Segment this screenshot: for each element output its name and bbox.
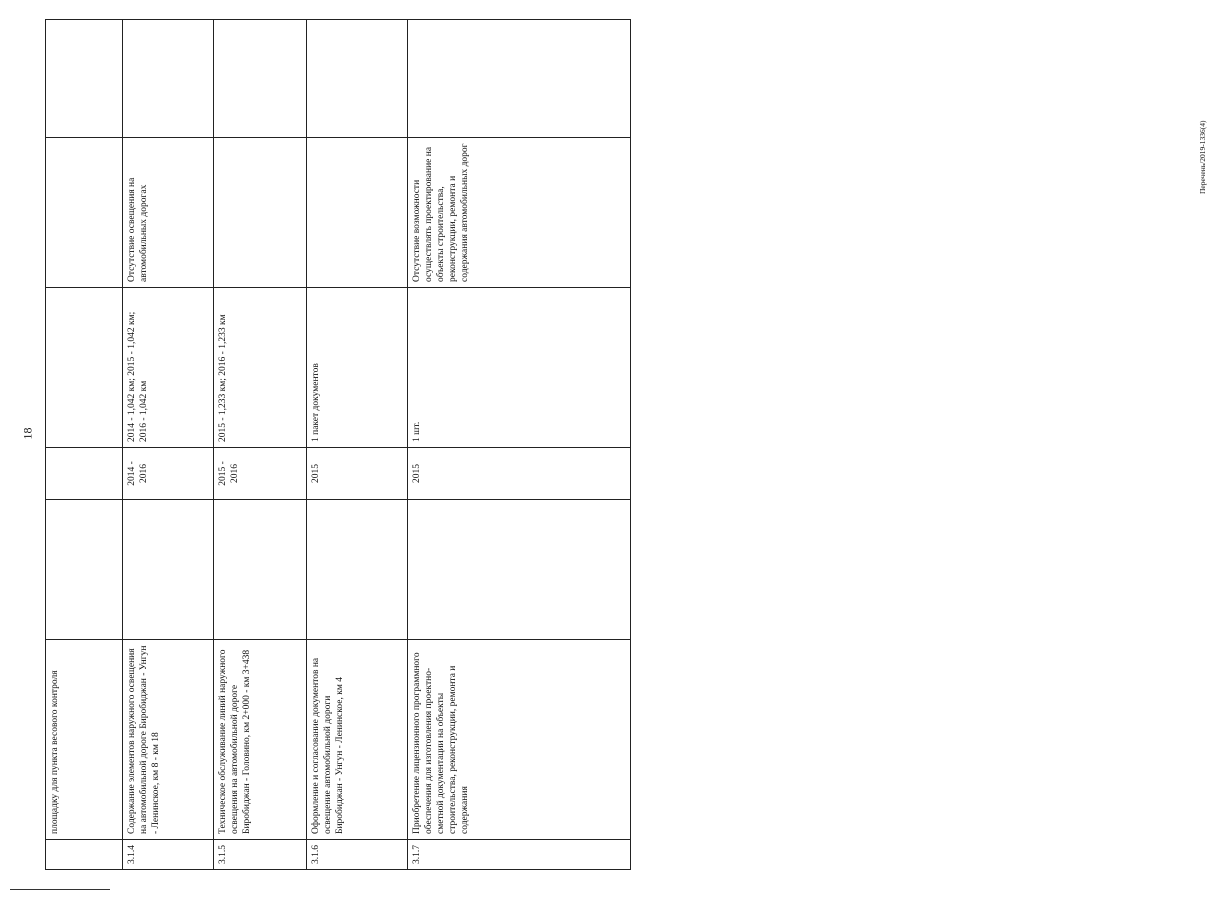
row-number <box>46 840 123 870</box>
extra-cell <box>214 20 307 138</box>
problem-cell <box>46 138 123 288</box>
measure-name: Содержание элементов наружного освещения на автомобильной дороге Биробиджан - Унгун - Ленинское, км 8 - км 18 <box>123 640 214 840</box>
table-row <box>46 20 123 870</box>
indicator-cell: 2015 - 1,233 км; 2016 - 1,233 км <box>214 288 307 448</box>
years-cell: 2015 <box>408 448 631 500</box>
table-row <box>307 20 408 870</box>
problem-cell <box>214 138 307 288</box>
program-table <box>45 19 631 870</box>
measure-name: Техническое обслуживание линий наружного освещения на автомобильной дороге Биробиджан - Головино, км 2+000 - км 3+438 <box>214 640 307 840</box>
extra-cell <box>307 20 408 138</box>
executor-cell <box>408 500 631 640</box>
extra-cell <box>46 20 123 138</box>
executor-cell <box>307 500 408 640</box>
indicator-cell <box>46 288 123 448</box>
indicator-cell: 1 пакет документов <box>307 288 408 448</box>
indicator-cell: 1 шт. <box>408 288 631 448</box>
problem-cell: Отсутствие освещения на автомобильных дорогах <box>123 138 214 288</box>
years-cell <box>46 448 123 500</box>
table-row <box>123 20 214 870</box>
extra-cell <box>408 20 631 138</box>
extra-cell <box>123 20 214 138</box>
years-cell: 2015 <box>307 448 408 500</box>
indicator-cell: 2014 - 1,042 км; 2015 - 1,042 км; 2016 - 1,042 км <box>123 288 214 448</box>
table-row <box>214 20 307 870</box>
document-code: Перечень/2019-1336(4) <box>1198 120 1207 194</box>
row-number: 3.1.6 <box>307 840 408 870</box>
executor-cell <box>123 500 214 640</box>
row-number: 3.1.7 <box>408 840 631 870</box>
measure-name: площадку для пункта весового контроля <box>46 640 123 840</box>
executor-cell <box>214 500 307 640</box>
problem-cell <box>307 138 408 288</box>
footer-rule <box>10 889 110 890</box>
table-row <box>408 20 631 870</box>
row-number: 3.1.5 <box>214 840 307 870</box>
years-cell: 2014 - 2016 <box>123 448 214 500</box>
years-cell: 2015 - 2016 <box>214 448 307 500</box>
measure-name: Оформление и согласование документов на освещение автомобильной дороги Биробиджан - Унгун - Ленинское, км 4 <box>307 640 408 840</box>
rotated-table-container <box>45 20 585 870</box>
executor-cell <box>46 500 123 640</box>
page-number: 18 <box>20 427 35 440</box>
measure-name: Приобретение лицензионного программного обеспечения для изготовления проектно-сметной документации на объекты строительства, реконструкции, ремонта и содержания <box>408 640 631 840</box>
row-number: 3.1.4 <box>123 840 214 870</box>
problem-cell: Отсутствие возможности осуществлять проектирование на объекты строительства, реконструкции, ремонта и содержания автомобильных дорог <box>408 138 631 288</box>
